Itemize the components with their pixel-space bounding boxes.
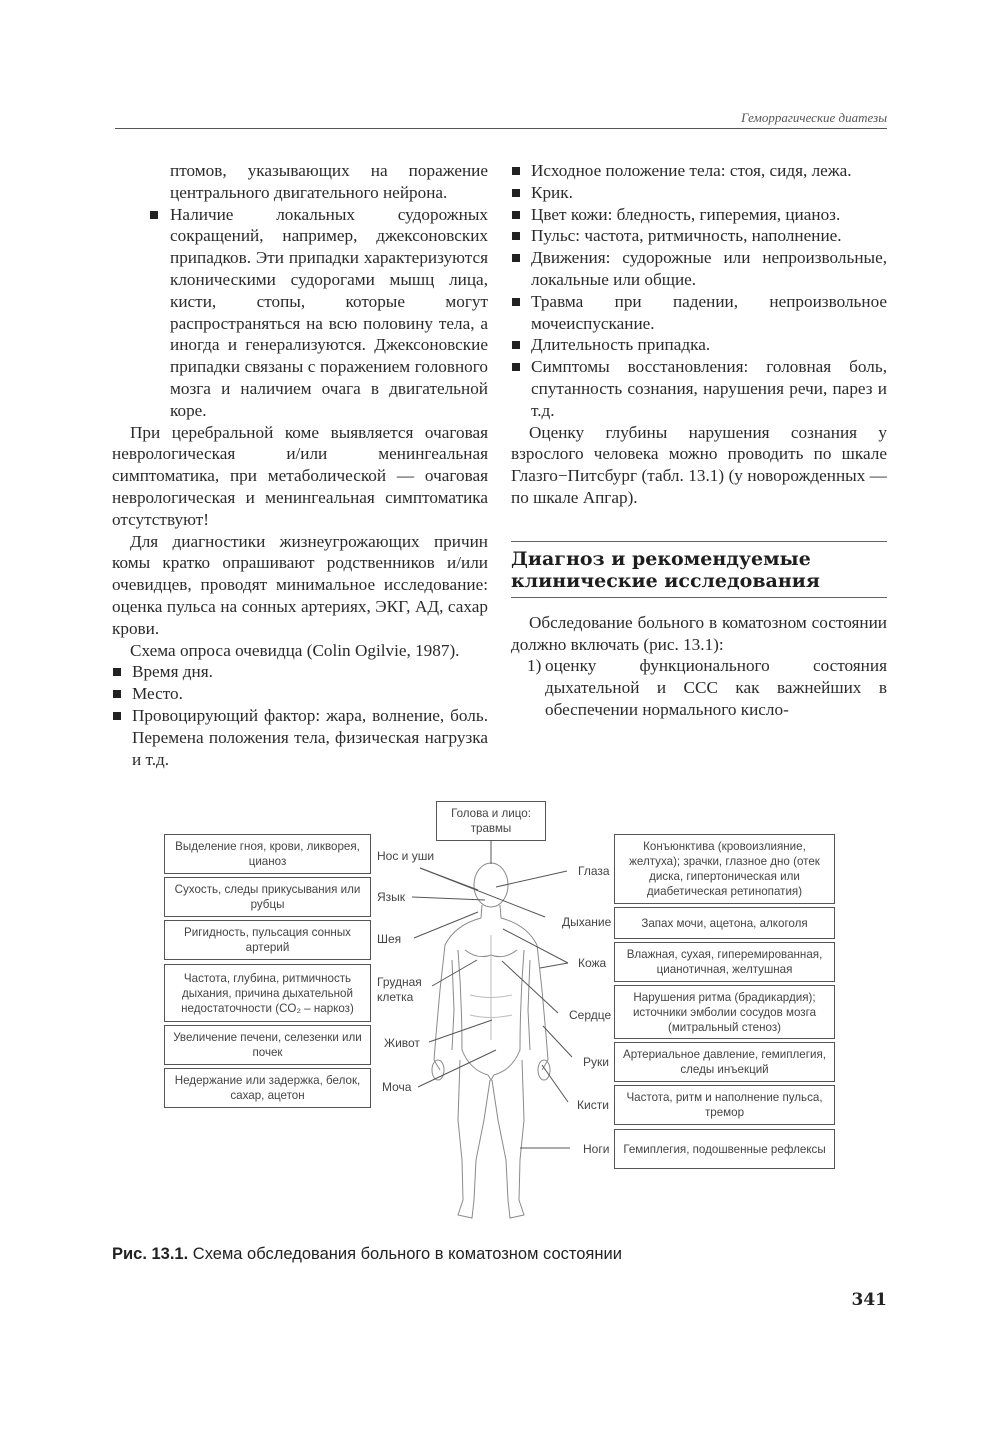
human-body-outline-icon xyxy=(432,863,550,1218)
label-legs: Ноги xyxy=(583,1142,610,1156)
diagram-box-neck: Ригидность, пульсация сонных артерий xyxy=(164,920,371,960)
diagram-box-heart: Нарушения ритма (брадикардия); источники эмболии сосудов мозга (митральный стеноз) xyxy=(614,985,835,1039)
label-breath: Дыхание xyxy=(562,915,612,929)
bullet-item xyxy=(511,225,887,247)
paragraph-glasgow-scale: Оценку глубины нарушения сознания у взрослого человека можно проводить по шкале Глазго−Питсбург (табл. 13.1) (у новорожденных — по шкале Апгар). xyxy=(511,422,887,507)
label-nose-ears: Нос и уши xyxy=(377,849,435,863)
caption-text: Схема обследования больного в коматозном состоянии xyxy=(192,1245,622,1263)
leader-lines xyxy=(412,841,572,1148)
bullet-item xyxy=(511,182,887,204)
bullet-text: Крик. xyxy=(531,182,573,202)
bullet-text: Пульс: частота, ритмичность, наполнение. xyxy=(531,226,842,246)
bullet-square-icon xyxy=(512,211,520,219)
diagram-box-skin: Влажная, сухая, гиперемированная, цианотичная, желтушная xyxy=(614,942,835,982)
figure-caption xyxy=(112,1245,622,1264)
diagram-box-tongue: Сухость, следы прикусывания или рубцы xyxy=(164,877,371,917)
running-head xyxy=(115,108,887,129)
paragraph-cerebral-coma: При церебральной коме выявляется очаговая неврологическая и/или менингеальная симптоматика, при метаболической — очаговая неврологическая и менингеальная симптоматика отсутствуют! xyxy=(112,422,488,529)
bullet-square-icon xyxy=(113,712,121,720)
label-skin: Кожа xyxy=(578,956,607,970)
bullet-square-icon xyxy=(512,254,520,262)
diagram-box-hands: Частота, ритм и наполнение пульса, тремор xyxy=(614,1085,835,1125)
section-rule-top xyxy=(511,541,887,542)
right-column xyxy=(511,160,887,721)
bullet-item xyxy=(511,356,887,421)
diagram-box-head-face: Голова и лицо: травмы xyxy=(436,801,546,841)
diagram-box-legs: Гемиплегия, подошвенные рефлексы xyxy=(614,1129,835,1169)
label-chest: Грудная клетка xyxy=(377,975,422,1004)
label-arms: Руки xyxy=(583,1055,609,1069)
paragraph-diagnostics: Для диагностики жизнеугрожающих причин комы кратко опрашивают родственников и/или очевидцев, проводят минимальное исследование: оценка пульса на сонных артериях, ЭКГ, АД, сахар крови. xyxy=(112,531,488,638)
bullet-square-icon xyxy=(512,298,520,306)
diagram-box-chest: Частота, глубина, ритмичность дыхания, причина дыхательной недостаточности (CO₂ – наркоз) xyxy=(164,964,371,1022)
diagram-box-eyes: Конъюнктива (кровоизлияние, желтуха); зрачки, глазное дно (отек диска, гипертоническая или диабетическая ретинопатия) xyxy=(614,834,835,904)
bullet-square-icon xyxy=(512,363,520,371)
bullet-item xyxy=(511,204,887,226)
diagram-box-abdomen: Увеличение печени, селезенки или почек xyxy=(164,1025,371,1065)
bullet-item xyxy=(112,683,488,705)
item-text: оценку функционального состояния дыхательной и ССС как важнейших в обеспечении нормального кисло- xyxy=(545,656,887,719)
diagram-box-urine: Недержание или задержка, белок, сахар, ацетон xyxy=(164,1068,371,1108)
bullet-square-icon xyxy=(512,189,520,197)
bullet-text: Движения: судорожные или непроизвольные, локальные или общие. xyxy=(531,248,887,289)
continuation-text: птомов, указывающих на поражение центрального двигательного нейрона. xyxy=(170,161,488,202)
bullet-square-icon xyxy=(150,211,158,219)
bullet-text: Исходное положение тела: стоя, сидя, лежа. xyxy=(531,161,852,180)
label-hands: Кисти xyxy=(577,1098,609,1112)
running-head-title: Геморрагические диатезы xyxy=(741,110,887,125)
bullet-square-icon xyxy=(113,690,121,698)
bullet-text: Симптомы восстановления: головная боль, спутанность сознания, нарушения речи, парез и т.д. xyxy=(531,357,887,420)
bullet-item xyxy=(112,661,488,683)
diagram-box-arms: Артериальное давление, гемиплегия, следы инъекций xyxy=(614,1042,835,1082)
bullet-text: Время дня. xyxy=(132,662,213,682)
bullet-text: Провоцирующий фактор: жара, волнение, боль. Перемена положения тела, физическая нагрузка и т.д. xyxy=(132,705,488,769)
label-tongue: Язык xyxy=(377,890,406,904)
bullet-item xyxy=(511,160,887,182)
numbered-item xyxy=(511,655,887,720)
paragraph-exam: Обследование больного в коматозном состоянии должно включать (рис. 13.1): xyxy=(511,612,887,654)
diagram-box-nose-ears: Выделение гноя, крови, ликворея, цианоз xyxy=(164,834,371,874)
bullet-text: Длительность припадка. xyxy=(531,335,711,355)
bullet-item xyxy=(511,247,887,291)
bullet-item xyxy=(112,705,488,770)
page-number: 341 xyxy=(851,1290,887,1310)
label-heart: Сердце xyxy=(569,1008,612,1022)
bullet-item xyxy=(112,204,488,422)
bullet-text: Травма при падении, непроизвольное мочеиспускание. xyxy=(531,291,887,333)
bullet-text: Наличие локальных судорожных сокращений, например, джексоновских припадков. Эти припадки характеризуются клоническими судорогами мышц лица, кисти, стопы, которые могут распространяться на всю половину тела, а иногда и генерализуются. Джексоновские припадки связаны с поражением головного мозга и наличием очага в двигательной коре. xyxy=(170,204,488,420)
bullet-item xyxy=(511,334,887,356)
bullet-text: Цвет кожи: бледность, гиперемия, цианоз. xyxy=(531,204,841,224)
paragraph-witness-scheme: Схема опроса очевидца (Colin Ogilvie, 1987). xyxy=(130,640,460,660)
label-urine: Моча xyxy=(382,1080,412,1094)
section-heading: Диагноз и рекомендуемые клинические исследования xyxy=(511,547,820,592)
diagram-box-breath: Запах мочи, ацетона, алкоголя xyxy=(614,907,835,939)
bullet-square-icon xyxy=(512,232,520,240)
bullet-item xyxy=(511,291,887,335)
item-number: 1) xyxy=(527,656,542,676)
label-abdomen: Живот xyxy=(384,1036,420,1050)
bullet-square-icon xyxy=(512,167,520,175)
section-rule-bottom xyxy=(511,597,887,598)
left-column xyxy=(112,160,488,770)
label-eyes: Глаза xyxy=(578,864,610,878)
bullet-square-icon xyxy=(113,668,121,676)
bullet-text: Место. xyxy=(132,684,183,704)
bullet-square-icon xyxy=(512,341,520,349)
label-neck: Шея xyxy=(377,932,402,946)
caption-prefix: Рис. 13.1. xyxy=(112,1245,189,1263)
